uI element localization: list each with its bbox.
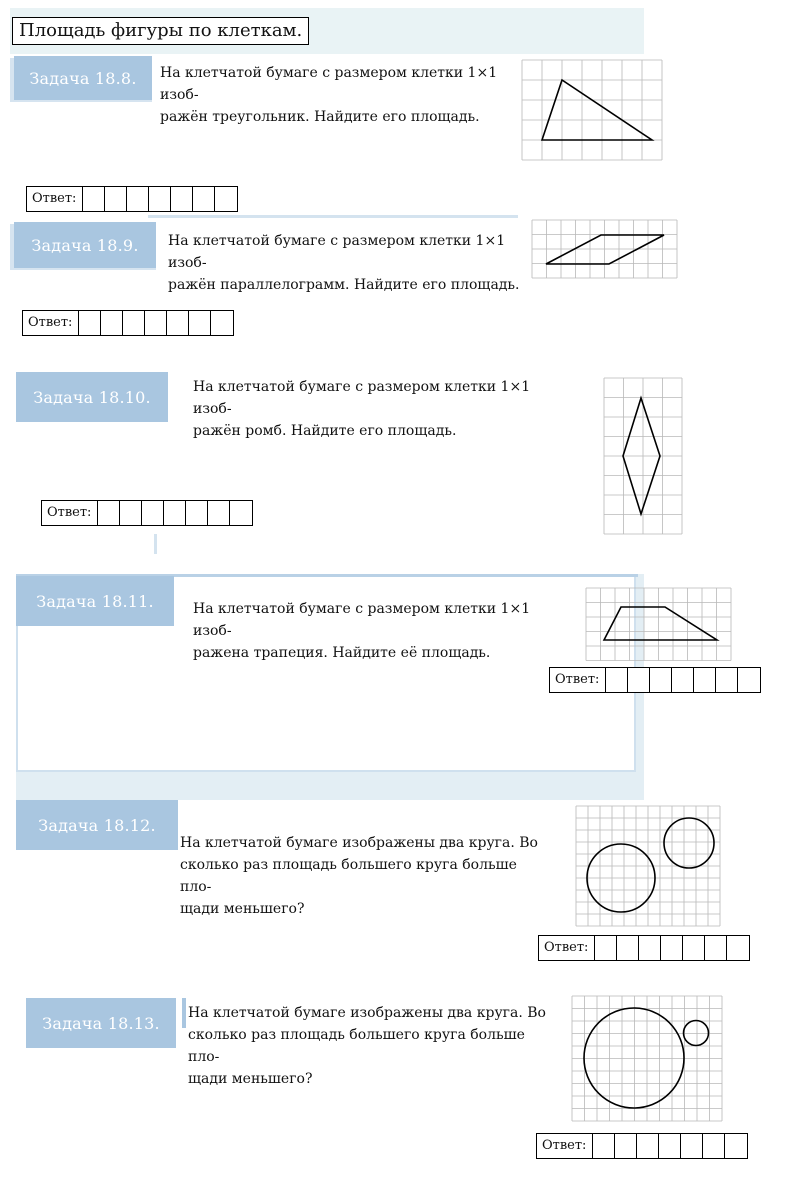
problem-text-line: сколько раз площадь большего круга больше пло- [180, 857, 517, 895]
answer-label: Ответ: [539, 936, 595, 960]
small-circle [664, 818, 714, 868]
answer-cell[interactable] [123, 311, 145, 335]
grid-lines [572, 996, 722, 1121]
problem-text-line: На клетчатой бумаге с размером клетки 1×1 изоб- [160, 65, 498, 103]
section-divider [148, 215, 518, 218]
grid-lines [532, 220, 677, 278]
answer-box-18-10[interactable] [41, 500, 253, 526]
answer-box-18-12[interactable] [538, 935, 750, 961]
problem-label-18-9: Задача 18.9. [14, 222, 156, 268]
panel-bottom-band [16, 772, 644, 800]
answer-cell[interactable] [661, 936, 683, 960]
answer-cell[interactable] [164, 501, 186, 525]
answer-label: Ответ: [537, 1134, 593, 1158]
answer-cell[interactable] [101, 311, 123, 335]
problem-text-18-9 [168, 230, 528, 296]
problem-text-18-8 [160, 62, 520, 128]
answer-cell[interactable] [606, 668, 628, 692]
problem-text-18-10 [193, 376, 553, 442]
answer-cell[interactable] [98, 501, 120, 525]
section-divider [154, 534, 157, 554]
triangle-shape [542, 80, 652, 140]
answer-cell[interactable] [681, 1134, 703, 1158]
answer-box-18-8[interactable] [26, 186, 238, 212]
answer-cell[interactable] [83, 187, 105, 211]
grid-lines [586, 588, 731, 661]
answer-cell[interactable] [694, 668, 716, 692]
grid-figure-circles-18-12 [576, 806, 724, 926]
answer-cell[interactable] [149, 187, 171, 211]
problem-text-line: На клетчатой бумаге изображены два круга. Во [180, 835, 538, 851]
problem-text-18-13 [188, 1002, 548, 1090]
answer-cell[interactable] [167, 311, 189, 335]
answer-cell[interactable] [683, 936, 705, 960]
problem-text-line: щади меньшего? [180, 901, 305, 917]
problem-text-line: ражён ромб. Найдите его площадь. [193, 423, 457, 439]
problem-text-line: щади меньшего? [188, 1071, 313, 1087]
answer-cell[interactable] [230, 501, 252, 525]
answer-cell[interactable] [617, 936, 639, 960]
problem-label-18-13: Задача 18.13. [26, 998, 176, 1048]
answer-cell[interactable] [738, 668, 760, 692]
answer-cell[interactable] [593, 1134, 615, 1158]
problem-text-line: На клетчатой бумаге с размером клетки 1×1 изоб- [168, 233, 506, 271]
grid-lines [604, 378, 682, 534]
answer-cell[interactable] [595, 936, 617, 960]
problem-label-18-10: Задача 18.10. [16, 372, 168, 422]
grid-figure-circles-18-13 [572, 996, 722, 1124]
answer-cell[interactable] [637, 1134, 659, 1158]
problem-text-line: На клетчатой бумаге с размером клетки 1×1 изоб- [193, 379, 531, 417]
grid-figure-rhombus [604, 378, 680, 534]
answer-cell[interactable] [659, 1134, 681, 1158]
large-circle [584, 1008, 684, 1108]
answer-label: Ответ: [550, 668, 606, 692]
problem-label-18-12: Задача 18.12. [16, 800, 178, 850]
answer-cell[interactable] [186, 501, 208, 525]
problem-text-18-11 [193, 598, 553, 664]
grid-lines [522, 60, 662, 160]
answer-box-18-13[interactable] [536, 1133, 748, 1159]
problem-text-line: ражена трапеция. Найдите её площадь. [193, 645, 491, 661]
answer-box-18-11[interactable] [549, 667, 761, 693]
answer-cell[interactable] [703, 1134, 725, 1158]
answer-cell[interactable] [189, 311, 211, 335]
answer-cell[interactable] [650, 668, 672, 692]
answer-cell[interactable] [145, 311, 167, 335]
answer-label: Ответ: [27, 187, 83, 211]
answer-cell[interactable] [211, 311, 233, 335]
problem-label-18-11: Задача 18.11. [16, 576, 174, 626]
answer-cell[interactable] [628, 668, 650, 692]
problem-text-line: ражён параллелограмм. Найдите его площадь. [168, 277, 520, 293]
answer-cell[interactable] [716, 668, 738, 692]
answer-cell[interactable] [615, 1134, 637, 1158]
answer-cell[interactable] [120, 501, 142, 525]
answer-cell[interactable] [215, 187, 237, 211]
trapezoid-shape [604, 607, 717, 640]
answer-box-18-9[interactable] [22, 310, 234, 336]
answer-cell[interactable] [705, 936, 727, 960]
answer-label: Ответ: [42, 501, 98, 525]
answer-cell[interactable] [171, 187, 193, 211]
section-divider [182, 998, 186, 1028]
problem-text-18-12 [180, 832, 540, 920]
problem-label-18-8: Задача 18.8. [14, 56, 152, 100]
answer-cell[interactable] [208, 501, 230, 525]
problem-text-line: ражён треугольник. Найдите его площадь. [160, 109, 480, 125]
answer-cell[interactable] [727, 936, 749, 960]
answer-cell[interactable] [105, 187, 127, 211]
answer-cell[interactable] [725, 1134, 747, 1158]
grid-figure-triangle [522, 60, 672, 160]
grid-figure-trapezoid [586, 588, 736, 660]
answer-cell[interactable] [79, 311, 101, 335]
problem-text-line: сколько раз площадь большего круга больше пло- [188, 1027, 525, 1065]
small-circle [684, 1021, 709, 1046]
answer-cell[interactable] [639, 936, 661, 960]
answer-cell[interactable] [127, 187, 149, 211]
problem-text-line: На клетчатой бумаге изображены два круга. Во [188, 1005, 546, 1021]
page-title: Площадь фигуры по клеткам. [12, 17, 309, 45]
problem-text-line: На клетчатой бумаге с размером клетки 1×1 изоб- [193, 601, 531, 639]
grid-figure-parallelogram [532, 220, 680, 278]
parallelogram-shape [546, 235, 664, 264]
answer-label: Ответ: [23, 311, 79, 335]
answer-cell[interactable] [193, 187, 215, 211]
answer-cell[interactable] [142, 501, 164, 525]
answer-cell[interactable] [672, 668, 694, 692]
